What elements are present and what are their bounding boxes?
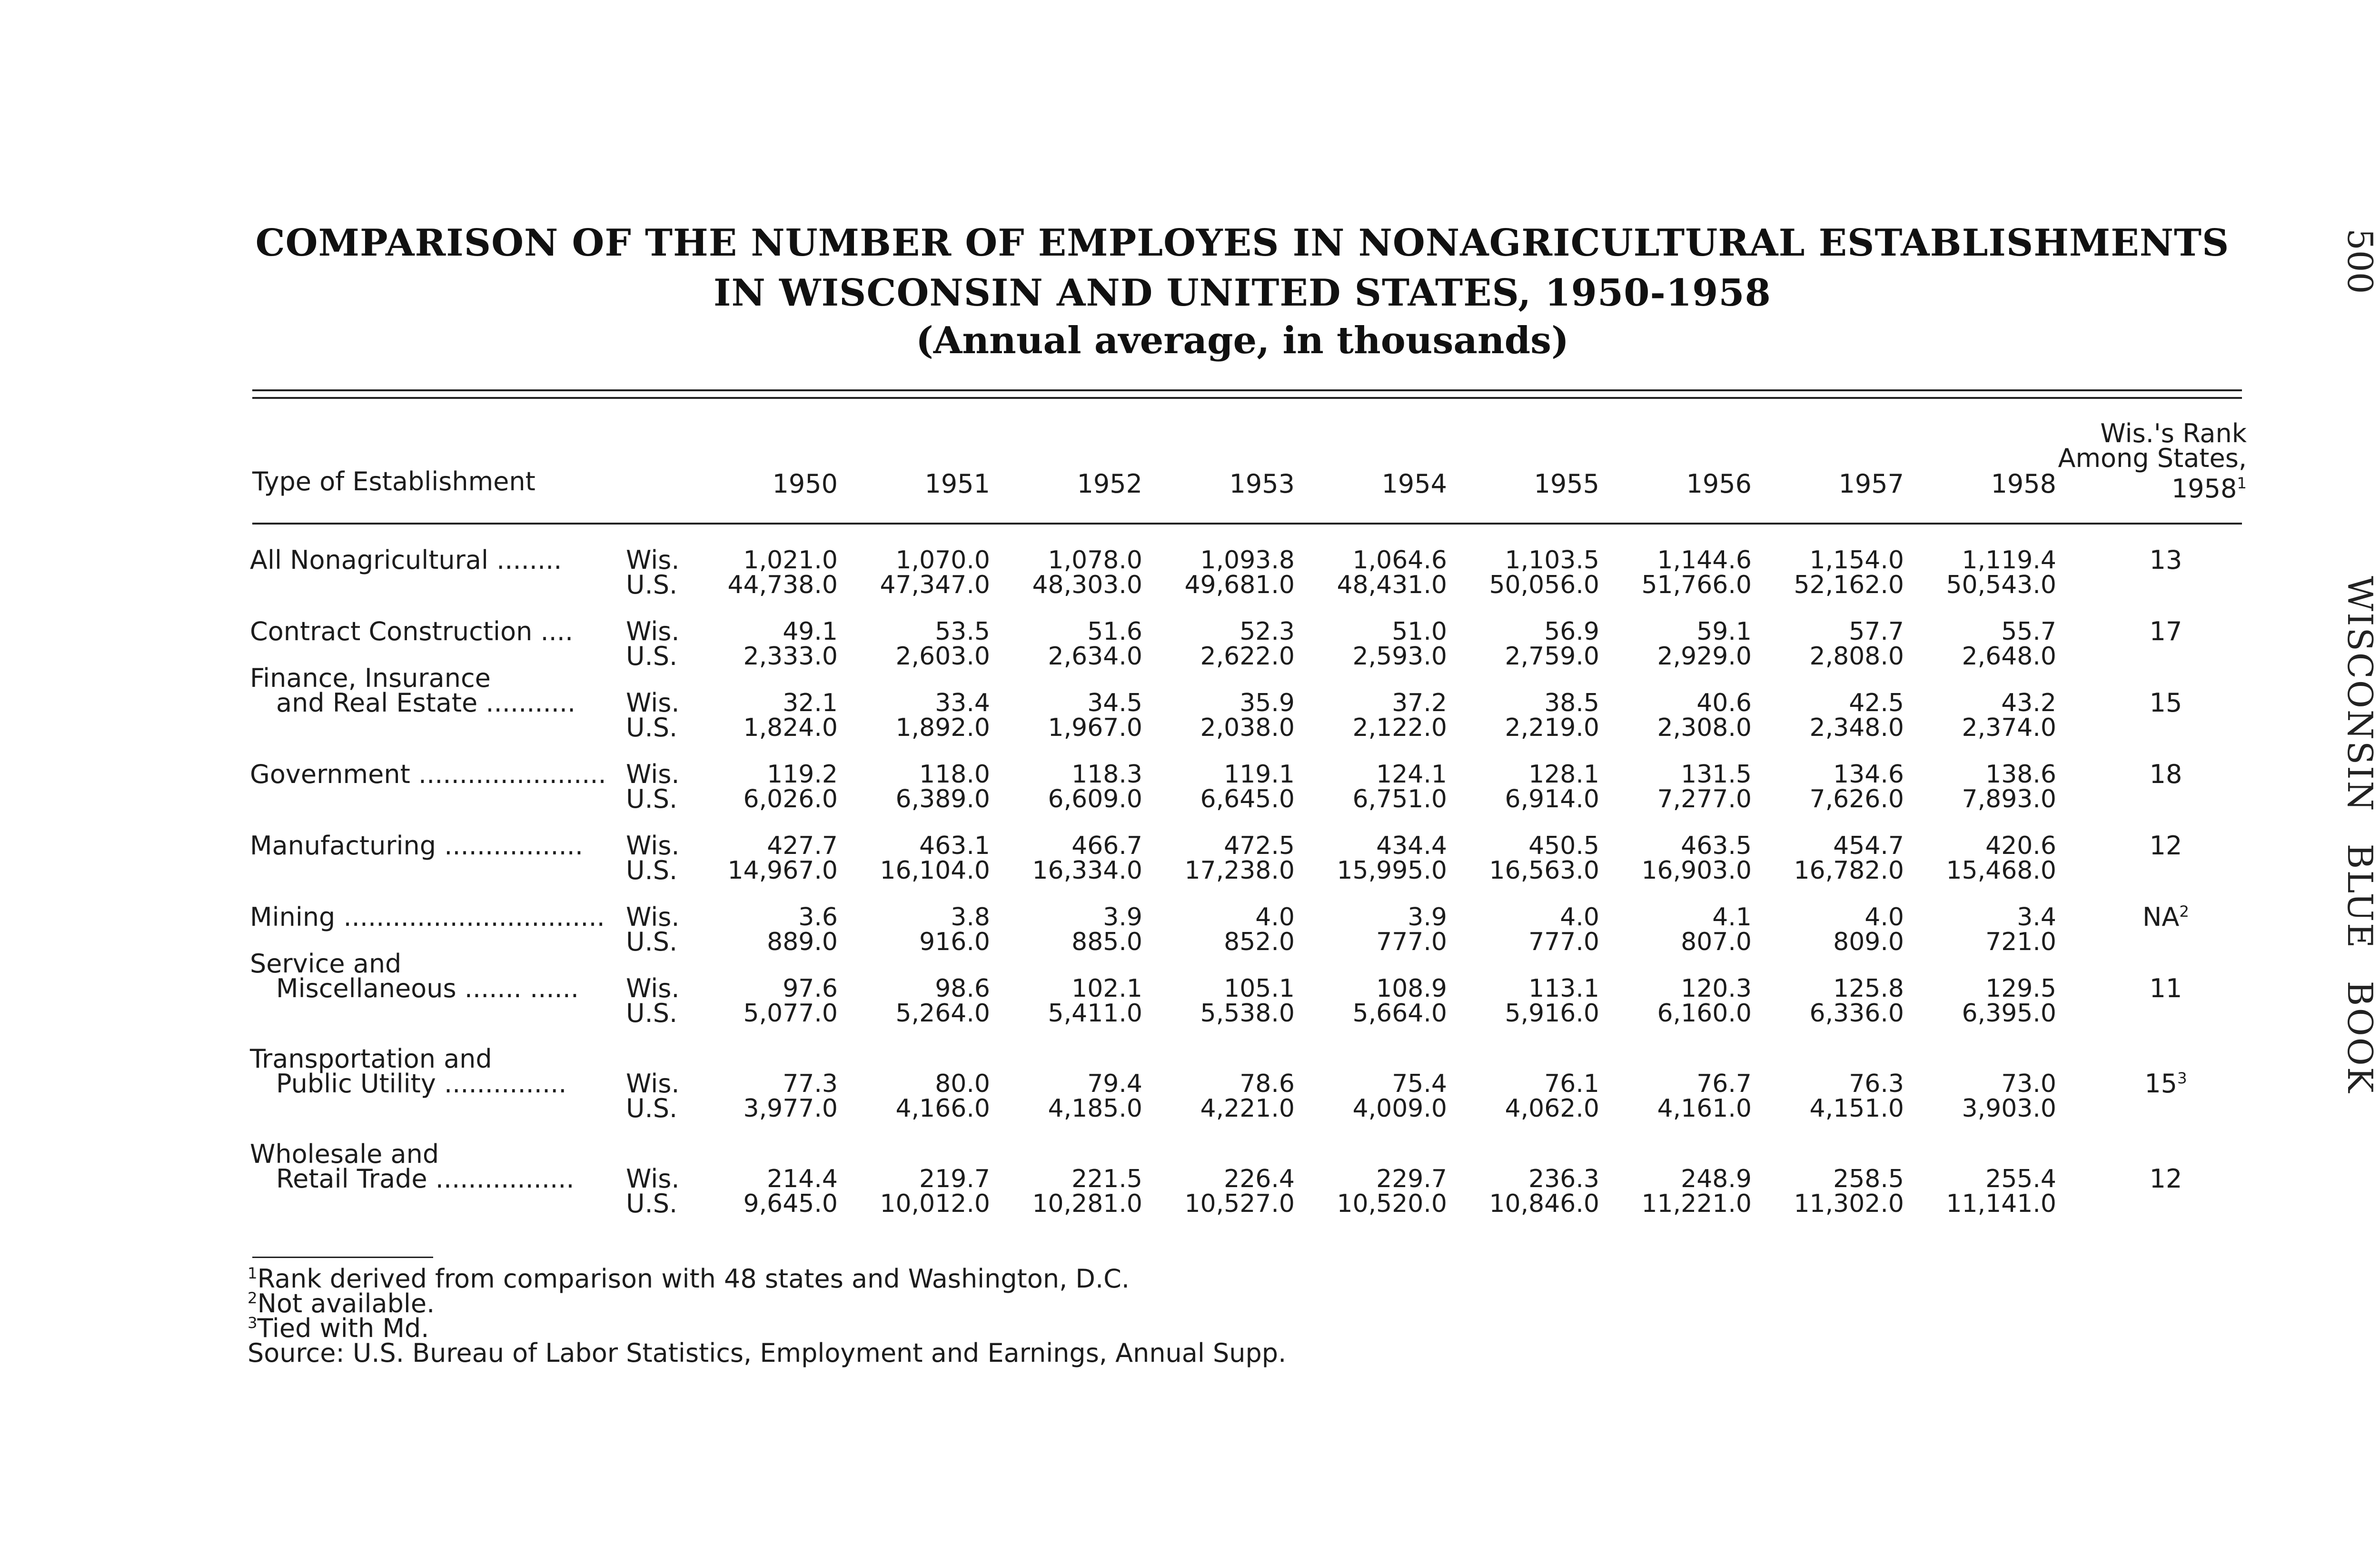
footnote-text: Tied with Md. (257, 1313, 429, 1343)
area-label-wis: Wis. (626, 688, 680, 718)
table-cell-us: 11,141.0 (1946, 1189, 2056, 1218)
table-cell-wis: 124.1 (1376, 760, 1447, 789)
row-label: Manufacturing ................. (250, 831, 583, 861)
table-cell-us: 4,062.0 (1505, 1094, 1599, 1123)
table-cell-wis: 248.9 (1681, 1165, 1752, 1193)
table-cell-wis: 51.0 (1392, 617, 1447, 646)
row-label: Government ....................... (250, 759, 606, 789)
table-cell-wis: 1,070.0 (895, 546, 990, 575)
table-cell-us: 49,681.0 (1184, 571, 1295, 599)
rank-value (2118, 616, 2213, 646)
table-cell-us: 2,308.0 (1657, 714, 1752, 742)
rank-footnote-marker: 3 (2177, 1069, 2187, 1087)
table-cell-us: 4,009.0 (1352, 1094, 1447, 1123)
table-cell-wis: 76.3 (1849, 1070, 1904, 1098)
table-cell-us: 5,916.0 (1505, 999, 1599, 1028)
year-header-1956: 1956 (1686, 469, 1752, 499)
table-cell-wis: 108.9 (1376, 974, 1447, 1003)
table-cell-us: 5,664.0 (1352, 999, 1447, 1028)
table-cell-wis: 434.4 (1376, 832, 1447, 860)
rank-header-line1: Wis.'s Rank (2100, 418, 2247, 448)
table-cell-us: 5,264.0 (895, 999, 990, 1028)
table-cell-us: 4,185.0 (1048, 1094, 1142, 1123)
table-cell-wis: 1,078.0 (1048, 546, 1142, 575)
page-subtitle: (Annual average, in thousands) (916, 319, 1569, 362)
table-cell-wis: 1,144.6 (1657, 546, 1752, 575)
rank-text: 15 (2144, 1069, 2178, 1099)
table-cell-wis: 125.8 (1833, 974, 1904, 1003)
rank-value (2118, 688, 2213, 718)
page-title-line2: IN WISCONSIN AND UNITED STATES, 1950-1958 (714, 271, 1771, 315)
table-cell-us: 9,645.0 (743, 1189, 838, 1218)
page-title-line1: COMPARISON OF THE NUMBER OF EMPLOYES IN NONAGRICULTURAL ESTABLISHMENTS (255, 221, 2230, 265)
footnote-rule (252, 1257, 433, 1258)
table-cell-us: 3,977.0 (743, 1094, 838, 1123)
table-cell-us: 2,333.0 (743, 642, 838, 671)
year-header-1952: 1952 (1077, 469, 1142, 499)
table-cell-us: 807.0 (1681, 928, 1752, 956)
table-cell-wis: 1,064.6 (1352, 546, 1447, 575)
table-cell-us: 6,026.0 (743, 785, 838, 813)
row-label: and Real Estate ........... (276, 688, 576, 718)
table-cell-us: 11,302.0 (1794, 1189, 1904, 1218)
table-cell-us: 916.0 (919, 928, 990, 956)
table-cell-us: 7,893.0 (1962, 785, 2056, 813)
table-cell-wis: 3.9 (1103, 903, 1142, 932)
table-cell-wis: 258.5 (1833, 1165, 1904, 1193)
table-cell-us: 809.0 (1833, 928, 1904, 956)
table-cell-wis: 1,154.0 (1809, 546, 1904, 575)
rank-text: 12 (2149, 831, 2182, 861)
table-cell-us: 5,538.0 (1200, 999, 1295, 1028)
top-rule-2 (252, 397, 2242, 399)
table-cell-us: 16,104.0 (880, 856, 990, 885)
area-label-wis: Wis. (626, 545, 680, 575)
table-cell-wis: 78.6 (1240, 1070, 1295, 1098)
table-cell-us: 2,603.0 (895, 642, 990, 671)
rank-text: 17 (2149, 616, 2182, 646)
area-label-wis: Wis. (626, 831, 680, 861)
table-cell-us: 52,162.0 (1794, 571, 1904, 599)
table-cell-us: 777.0 (1376, 928, 1447, 956)
table-cell-us: 721.0 (1985, 928, 2056, 956)
footnote-text: Not available. (257, 1288, 435, 1318)
table-cell-us: 15,468.0 (1946, 856, 2056, 885)
table-cell-us: 10,527.0 (1184, 1189, 1295, 1218)
top-rule-1 (252, 389, 2242, 391)
table-cell-wis: 98.6 (935, 974, 990, 1003)
footnote-marker: 3 (248, 1314, 258, 1332)
table-cell-wis: 420.6 (1985, 832, 2056, 860)
table-cell-us: 10,012.0 (880, 1189, 990, 1218)
table-cell-us: 6,914.0 (1505, 785, 1599, 813)
table-cell-wis: 3.4 (2017, 903, 2056, 932)
table-cell-wis: 463.1 (919, 832, 990, 860)
table-cell-wis: 128.1 (1528, 760, 1599, 789)
table-cell-wis: 38.5 (1544, 689, 1599, 717)
table-cell-wis: 131.5 (1681, 760, 1752, 789)
table-cell-wis: 118.0 (919, 760, 990, 789)
year-header-1950: 1950 (772, 469, 838, 499)
table-cell-wis: 113.1 (1528, 974, 1599, 1003)
table-cell-us: 47,347.0 (880, 571, 990, 599)
table-cell-wis: 255.4 (1985, 1165, 2056, 1193)
table-cell-wis: 1,093.8 (1200, 546, 1295, 575)
row-label-line1: Transportation and (250, 1044, 492, 1074)
table-cell-us: 6,389.0 (895, 785, 990, 813)
table-cell-wis: 226.4 (1224, 1165, 1295, 1193)
table-cell-us: 16,334.0 (1032, 856, 1142, 885)
year-header-1957: 1957 (1838, 469, 1904, 499)
table-cell-us: 3,903.0 (1962, 1094, 2056, 1123)
table-cell-us: 4,221.0 (1200, 1094, 1295, 1123)
rank-value (2118, 973, 2213, 1003)
table-cell-us: 44,738.0 (727, 571, 838, 599)
table-cell-us: 1,967.0 (1048, 714, 1142, 742)
table-cell-us: 16,782.0 (1794, 856, 1904, 885)
table-cell-us: 4,166.0 (895, 1094, 990, 1123)
table-cell-us: 4,161.0 (1657, 1094, 1752, 1123)
table-cell-wis: 37.2 (1392, 689, 1447, 717)
table-cell-wis: 97.6 (783, 974, 838, 1003)
table-cell-us: 1,892.0 (895, 714, 990, 742)
table-cell-wis: 119.1 (1224, 760, 1295, 789)
table-cell-us: 5,411.0 (1048, 999, 1142, 1028)
table-cell-wis: 118.3 (1071, 760, 1142, 789)
rank-text: 11 (2149, 973, 2182, 1003)
table-cell-wis: 454.7 (1833, 832, 1904, 860)
table-cell-wis: 138.6 (1985, 760, 2056, 789)
table-cell-wis: 236.3 (1528, 1165, 1599, 1193)
table-cell-wis: 32.1 (783, 689, 838, 717)
table-cell-us: 4,151.0 (1809, 1094, 1904, 1123)
table-cell-us: 2,593.0 (1352, 642, 1447, 671)
table-cell-wis: 4.1 (1712, 903, 1752, 932)
table-cell-us: 6,645.0 (1200, 785, 1295, 813)
rank-header-line2: Among States, (2058, 443, 2247, 473)
rank-footnote-marker: 2 (2179, 902, 2189, 921)
table-cell-us: 16,563.0 (1489, 856, 1599, 885)
area-label-us: U.S. (626, 641, 678, 671)
table-cell-wis: 129.5 (1985, 974, 2056, 1003)
table-cell-us: 7,626.0 (1809, 785, 1904, 813)
footnote-text: Rank derived from comparison with 48 states and Washington, D.C. (257, 1264, 1130, 1294)
table-cell-wis: 80.0 (935, 1070, 990, 1098)
table-cell-wis: 120.3 (1681, 974, 1752, 1003)
year-header-1958: 1958 (1991, 469, 2056, 499)
table-cell-us: 16,903.0 (1641, 856, 1752, 885)
area-label-us: U.S. (626, 570, 678, 600)
table-cell-us: 6,609.0 (1048, 785, 1142, 813)
row-label-line1: Wholesale and (250, 1139, 439, 1169)
area-label-wis: Wis. (626, 1164, 680, 1194)
table-cell-us: 7,277.0 (1657, 785, 1752, 813)
rank-text: NA (2142, 902, 2180, 932)
table-cell-us: 11,221.0 (1641, 1189, 1752, 1218)
table-cell-us: 2,348.0 (1809, 714, 1904, 742)
area-label-wis: Wis. (626, 616, 680, 646)
table-cell-wis: 134.6 (1833, 760, 1904, 789)
page-number: 500 (2340, 228, 2380, 294)
table-cell-wis: 33.4 (935, 689, 990, 717)
table-cell-wis: 1,021.0 (743, 546, 838, 575)
table-cell-us: 2,122.0 (1352, 714, 1447, 742)
row-label: Contract Construction .... (250, 616, 574, 646)
table-cell-us: 15,995.0 (1337, 856, 1447, 885)
table-cell-us: 50,056.0 (1489, 571, 1599, 599)
table-cell-us: 14,967.0 (727, 856, 838, 885)
table-cell-wis: 43.2 (2001, 689, 2056, 717)
table-cell-us: 777.0 (1528, 928, 1599, 956)
table-cell-us: 17,238.0 (1184, 856, 1295, 885)
column-header-rank (2018, 418, 2247, 504)
table-cell-wis: 51.6 (1087, 617, 1142, 646)
table-cell-us: 2,634.0 (1048, 642, 1142, 671)
table-cell-wis: 472.5 (1224, 832, 1295, 860)
table-cell-us: 6,395.0 (1962, 999, 2056, 1028)
table-cell-wis: 1,119.4 (1962, 546, 2056, 575)
table-cell-wis: 427.7 (767, 832, 838, 860)
row-label-line1: Finance, Insurance (250, 663, 491, 693)
running-title: WISCONSIN BLUE BOOK (2340, 576, 2380, 1094)
table-cell-us: 50,543.0 (1946, 571, 2056, 599)
area-label-wis: Wis. (626, 1069, 680, 1099)
table-cell-us: 2,622.0 (1200, 642, 1295, 671)
rank-text: 12 (2149, 1164, 2182, 1194)
rank-header-line3: 1958$^1$ (2171, 474, 2247, 504)
year-header-1953: 1953 (1229, 469, 1295, 499)
table-cell-wis: 4.0 (1864, 903, 1904, 932)
table-cell-wis: 49.1 (783, 617, 838, 646)
table-cell-us: 6,336.0 (1809, 999, 1904, 1028)
table-cell-wis: 214.4 (767, 1165, 838, 1193)
row-label: Public Utility ............... (276, 1069, 567, 1099)
table-cell-wis: 35.9 (1240, 689, 1295, 717)
table-cell-wis: 75.4 (1392, 1070, 1447, 1098)
rank-text: 18 (2149, 759, 2182, 789)
rank-value (2118, 545, 2213, 575)
area-label-us: U.S. (626, 927, 678, 957)
table-cell-wis: 466.7 (1071, 832, 1142, 860)
table-cell-us: 889.0 (767, 928, 838, 956)
rank-text: 13 (2149, 545, 2182, 575)
table-cell-wis: 102.1 (1071, 974, 1142, 1003)
table-cell-us: 885.0 (1071, 928, 1142, 956)
footnote (248, 1338, 1286, 1368)
table-cell-wis: 57.7 (1849, 617, 1904, 646)
table-cell-wis: 56.9 (1544, 617, 1599, 646)
rank-text: 15 (2149, 688, 2182, 718)
table-cell-wis: 4.0 (1255, 903, 1295, 932)
table-cell-wis: 450.5 (1528, 832, 1599, 860)
table-cell-us: 10,846.0 (1489, 1189, 1599, 1218)
area-label-us: U.S. (626, 784, 678, 814)
rank-value (2118, 902, 2213, 932)
table-cell-wis: 76.1 (1544, 1070, 1599, 1098)
table-cell-wis: 221.5 (1071, 1165, 1142, 1193)
table-cell-us: 2,808.0 (1809, 642, 1904, 671)
row-label-line1: Service and (250, 949, 402, 979)
year-header-1955: 1955 (1534, 469, 1599, 499)
area-label-us: U.S. (626, 1093, 678, 1123)
table-cell-wis: 40.6 (1696, 689, 1752, 717)
table-cell-us: 852.0 (1224, 928, 1295, 956)
footnote-marker: 1 (248, 1264, 258, 1282)
area-label-wis: Wis. (626, 973, 680, 1003)
year-header-1951: 1951 (924, 469, 990, 499)
table-cell-us: 5,077.0 (743, 999, 838, 1028)
table-cell-wis: 52.3 (1240, 617, 1295, 646)
rank-value (2118, 831, 2213, 861)
area-label-us: U.S. (626, 713, 678, 743)
row-label: All Nonagricultural ........ (250, 545, 562, 575)
row-label: Miscellaneous ....... ...... (276, 973, 579, 1003)
table-cell-us: 48,431.0 (1337, 571, 1447, 599)
table-cell-wis: 3.9 (1408, 903, 1447, 932)
table-cell-wis: 53.5 (935, 617, 990, 646)
area-label-us: U.S. (626, 855, 678, 885)
area-label-wis: Wis. (626, 902, 680, 932)
table-cell-us: 10,520.0 (1337, 1189, 1447, 1218)
table-cell-wis: 76.7 (1696, 1070, 1752, 1098)
table-cell-wis: 42.5 (1849, 689, 1904, 717)
table-cell-us: 2,648.0 (1962, 642, 2056, 671)
table-cell-wis: 55.7 (2001, 617, 2056, 646)
column-header-type: Type of Establishment (252, 466, 536, 496)
year-header-1954: 1954 (1381, 469, 1447, 499)
row-label: Mining ................................ (250, 902, 605, 932)
table-cell-wis: 3.8 (951, 903, 990, 932)
table-cell-wis: 59.1 (1696, 617, 1752, 646)
table-cell-wis: 1,103.5 (1505, 546, 1599, 575)
table-cell-wis: 219.7 (919, 1165, 990, 1193)
area-label-wis: Wis. (626, 759, 680, 789)
rank-value (2118, 759, 2213, 789)
table-cell-us: 2,374.0 (1962, 714, 2056, 742)
table-cell-us: 2,219.0 (1505, 714, 1599, 742)
table-cell-us: 2,929.0 (1657, 642, 1752, 671)
row-label: Retail Trade ................. (276, 1164, 575, 1194)
footnote-marker: 2 (248, 1289, 258, 1307)
table-cell-us: 51,766.0 (1641, 571, 1752, 599)
table-cell-wis: 73.0 (2001, 1070, 2056, 1098)
table-cell-wis: 77.3 (783, 1070, 838, 1098)
table-cell-us: 6,160.0 (1657, 999, 1752, 1028)
table-cell-wis: 4.0 (1560, 903, 1599, 932)
rank-value (2118, 1164, 2213, 1194)
area-label-us: U.S. (626, 998, 678, 1028)
table-cell-wis: 3.6 (798, 903, 838, 932)
table-cell-wis: 105.1 (1224, 974, 1295, 1003)
rank-value (2118, 1069, 2213, 1099)
header-rule (252, 523, 2242, 525)
table-cell-us: 2,038.0 (1200, 714, 1295, 742)
table-cell-us: 48,303.0 (1032, 571, 1142, 599)
table-cell-us: 10,281.0 (1032, 1189, 1142, 1218)
area-label-us: U.S. (626, 1189, 678, 1219)
table-cell-us: 1,824.0 (743, 714, 838, 742)
footnote-text: Source: U.S. Bureau of Labor Statistics, Employment and Earnings, Annual Supp. (248, 1338, 1287, 1368)
table-cell-wis: 34.5 (1087, 689, 1142, 717)
table-cell-wis: 463.5 (1681, 832, 1752, 860)
table-cell-wis: 79.4 (1087, 1070, 1142, 1098)
table-cell-us: 6,751.0 (1352, 785, 1447, 813)
table-cell-us: 2,759.0 (1505, 642, 1599, 671)
table-cell-wis: 119.2 (767, 760, 838, 789)
table-cell-wis: 229.7 (1376, 1165, 1447, 1193)
